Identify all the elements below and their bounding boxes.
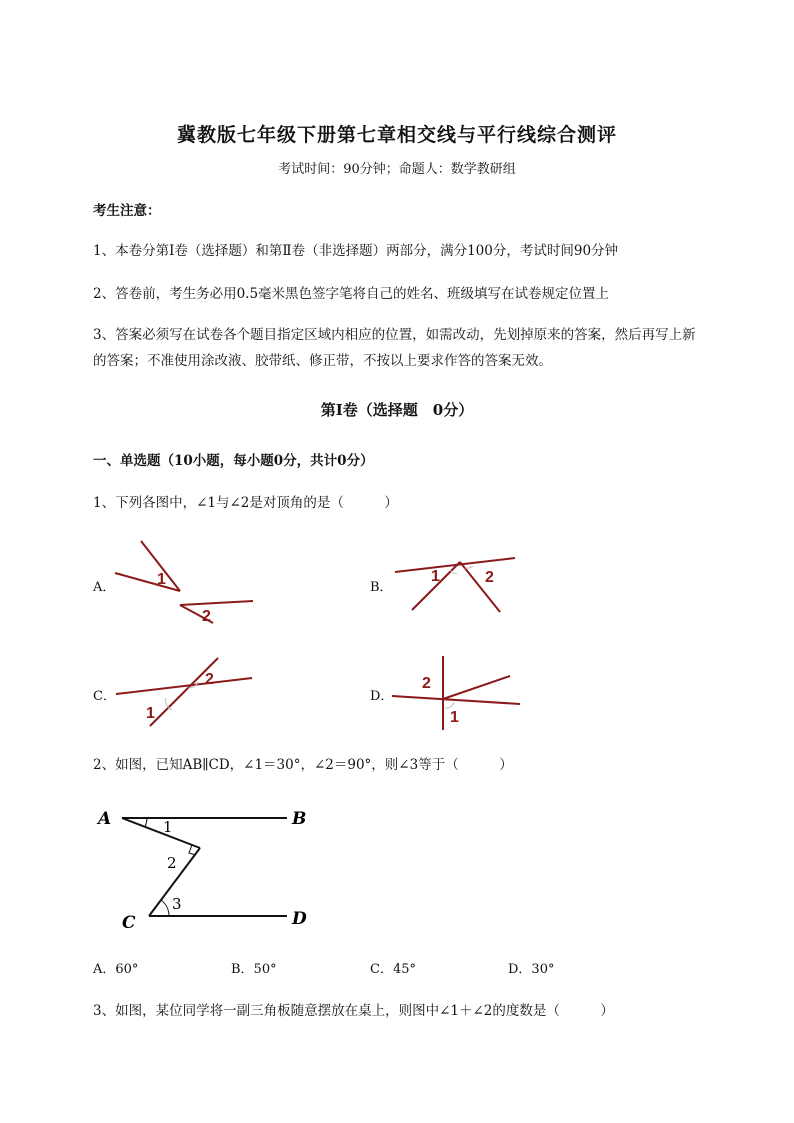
q1-c-angle1: 1 <box>146 705 155 722</box>
question-2-stem: 2、如图，已知AB∥CD，∠1＝30°，∠2＝90°，则∠3等于（ ） <box>93 757 513 773</box>
q2-figure <box>92 798 332 938</box>
q1-a-angle2: 2 <box>202 608 211 625</box>
notice-item-3: 3、答案必须写在试卷各个题目指定区域内相应的位置，如需改动，先划掉原来的答案，然后再写上新的答案；不准使用涂改液、胶带纸、修正带，不按以上要求作答的答案无效。 <box>93 327 696 369</box>
q2-point-d: D <box>292 909 307 929</box>
question-1-stem: 1、下列各图中，∠1与∠2是对顶角的是（ ） <box>93 495 398 511</box>
q1-b-angle1: 1 <box>431 568 440 585</box>
question-3-stem: 3、如图，某位同学将一副三角板随意摆放在桌上，则图中∠1＋∠2的度数是（ ） <box>93 1003 614 1019</box>
q1-option-d-label: D． <box>370 689 394 704</box>
q1-option-c-figure <box>110 652 260 732</box>
q1-option-a-label: A． <box>93 580 116 595</box>
q1-a-angle1: 1 <box>157 571 166 588</box>
q1-option-b-figure <box>385 550 525 620</box>
q2-point-b: B <box>292 809 307 829</box>
q2-point-a: A <box>98 809 112 829</box>
notice-heading: 考生注意： <box>93 203 161 219</box>
q2-angle-1: 1 <box>163 818 173 836</box>
q1-option-b-label: B． <box>370 580 393 595</box>
q1-d-angle1: 1 <box>450 709 459 726</box>
q1-option-c-label: C． <box>93 689 116 704</box>
notice-item-2: 2、答卷前，考生务必用0.5毫米黑色签字笔将自己的姓名、班级填写在试卷规定位置上 <box>93 286 610 302</box>
notice-item-1: 1、本卷分第I卷（选择题）和第Ⅱ卷（非选择题）两部分，满分100分，考试时间90分钟 <box>93 243 619 259</box>
q1-c-angle2: 2 <box>205 671 214 688</box>
q1-b-angle2: 2 <box>485 569 494 586</box>
q2-angle-3: 3 <box>172 895 182 913</box>
q1-option-a-figure <box>105 535 265 635</box>
q2-option-b: B．50° <box>231 962 277 977</box>
q2-point-c: C <box>122 913 136 933</box>
q2-option-d: D．30° <box>508 962 555 977</box>
q2-angle-2: 2 <box>167 854 177 872</box>
q1-d-angle2: 2 <box>422 675 431 692</box>
q2-option-c: C．45° <box>370 962 416 977</box>
part-heading: 一、单选题（10小题，每小题0分，共计0分） <box>93 453 374 469</box>
page-subtitle: 考试时间：90分钟；命题人：数学教研组 <box>278 162 516 177</box>
q1-option-d-figure <box>388 652 528 732</box>
page-title: 冀教版七年级下册第七章相交线与平行线综合测评 <box>176 124 617 146</box>
q2-option-a: A．60° <box>93 962 139 977</box>
section-title: 第I卷（选择题 0分） <box>320 401 474 419</box>
